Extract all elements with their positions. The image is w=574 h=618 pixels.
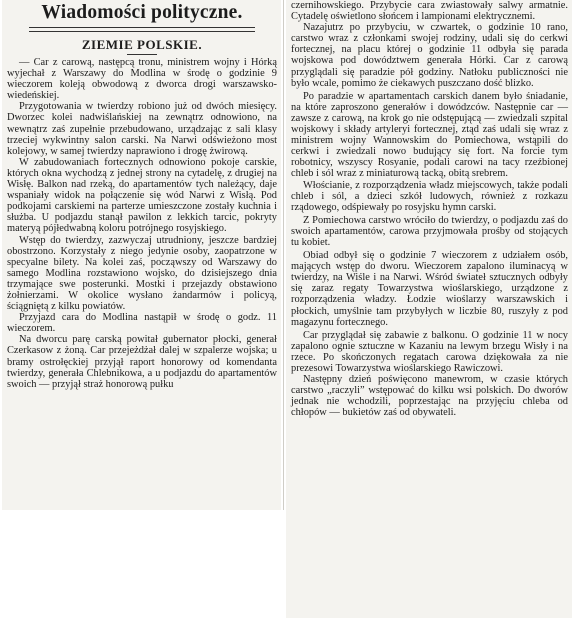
title-rule	[29, 27, 255, 32]
paragraph: Nazajutrz po przybyciu, w czwartek, o godzinie 10 rano, carstwo wraz z członkami swojej rodziny, udali się do cerkwi fortecznej, na placu której o godzinie 11 odbyła się parada wojskowa pod dowództwem generała Hórki. Car z carową przyglądali się paradzie pół godziny. Natłoku publiczności nie było wcale, pomimo że ciekawych puszczano dość blizko.	[291, 22, 568, 89]
right-column	[286, 0, 572, 618]
paragraph: Wstęp do twierdzy, zazwyczaj utrudniony, jeszcze bardziej obostrzono. Korzystały z niego jedynie osoby, zaopatrzone w specyalne bilety. Na kolei zaś, począwszy od Warszawy do samego Modlina rozstawiono wojsko, do dzisiejszego dnia trzymające swe posterunki. Mostki i przejazdy obstawiono żołnierzami. W okolice wysłano żandarmów i policyą, ściągniętą z kilku powiatów.	[7, 234, 277, 313]
paragraph: Włościanie, z rozporządzenia władz miejscowych, także podali chleb i sól, a dzieci szkół ludowych, również z rozkazu rządowego, odśpiewały po rosyjsku hymn carski.	[291, 179, 568, 213]
left-column	[2, 0, 281, 510]
section-rule	[127, 54, 157, 55]
page-title: Wiadomości polityczne.	[41, 2, 243, 23]
paragraph: Z Pomiechowa carstwo wróciło do twierdzy, o podjazdu zaś do swoich apartamentów, carowa przyjmowała prośby od stojących tu kobiet.	[291, 214, 568, 248]
paragraph: Po paradzie w apartamentach carskich danem było śniadanie, na które zaproszono generałów i dowódzców. Następnie car — zawsze z carową, na krok go nie odstępującą — zwiedzali szpital wojskowy i składy artyleryi fortecznej, ztąd zaś udali się wraz z ministrem wojny Wannowskim do Pomiechowa, wstąpili do cerkwi i zwiedzali nowo budujący się fort. Na forcie tym robotnicy, wszyscy Rosyanie, podali carowi na tacy rzeźbionej chleb i sól wraz z miniaturową tacką, obitą srebrem.	[291, 90, 568, 180]
paragraph: Przyjazd cara do Modlina nastąpił w środę o godz. 11 wieczorem.	[7, 312, 277, 335]
paragraph: Przygotowania w twierdzy robiono już od dwóch miesięcy. Dworzec kolei nadwiślańskiej na zewnątrz odnowiono, na wewnątrz zaś zupełnie przebudowano, urządzając z sali klasy trzeciej wykwintny salon carski. Na Narwi odświeżono most kolejowy, w samej twierdzy naprawiono i drogę żwirową.	[7, 101, 277, 157]
paragraph: Na dworcu parę carską powitał gubernator płocki, generał Czerkasow z żoną. Car przejeżdżał dalej w szpalerze wojska; u bramy ostrołęckiej przyjął raport honorowy od komendanta twierdzy, generała Chlebnikowa, a u podjazdu do apartamentów swoich — przyjął straż honorową pułku	[7, 334, 277, 390]
paragraph: W zabudowaniach fortecznych odnowiono pokoje carskie, których okna wychodzą z jednej strony na cytadelę, z drugiej na Wisłę. Balkon nad rzeką, do apartamentów tych należący, daje wspaniały widok na połączenie się wód Narwi z Wisłą. Pod podkojami carskiemi na parterze umieszczone zostały kuchnia i służba. U podjazdu stanął pawilon z lekkich tarcic, pokryty materyą pójłedwabną koloru potrójnego rosyjskiego.	[7, 156, 277, 235]
column-divider	[283, 0, 284, 510]
paragraph: Następny dzień poświęcono manewrom, w czasie których carstwo „raczyli” wstępować do kilku wsi polskich. Do dworów jednak nie wchodzili, poprzestając na przyjęciu chleba od chłopów — bukietów zaś od obywateli.	[291, 374, 568, 419]
paragraph: Obiad odbył się o godzinie 7 wieczorem z udziałem osób, mających wstęp do dworu. Wieczorem zapalono iluminacyą w twierdzy, na Wiśle i na Narwi. Wśród świateł sztucznych odbyły się zaraz regaty Towarzystwa wioślarskiego, urządzone z rozporządzenia władzy. Łodzie wioślarzy warszawskich i płockich, umyślnie tam przybyłych w liczbie 80, ruszyły z pod magazynu fortecznego.	[291, 250, 568, 328]
paragraph: Car przyglądał się zabawie z balkonu. O godzinie 11 w nocy zapalono ognie sztuczne w Kazaniu na lewym brzegu Wisły i na rzece. Po skończonych regatach carowa dziękowała za nie prezesowi Towarzystwa wioślarskiego Rawiczowi.	[291, 329, 568, 374]
paragraph: czernihowskiego. Przybycie cara zwiastowały salwy armatnie. Cytadelę oświetlono słońcem i lampionami elektrycznemi.	[291, 0, 568, 23]
paragraph: — Car z carową, następcą tronu, ministrem wojny i Hórką wyjechał z Warszawy do Modlina w środę o godzinie 9 wieczorem koleją obwodową z dworca drogi warszawsko-wiedeńskiej.	[7, 57, 277, 102]
section-heading: ZIEMIE POLSKIE.	[81, 37, 203, 52]
